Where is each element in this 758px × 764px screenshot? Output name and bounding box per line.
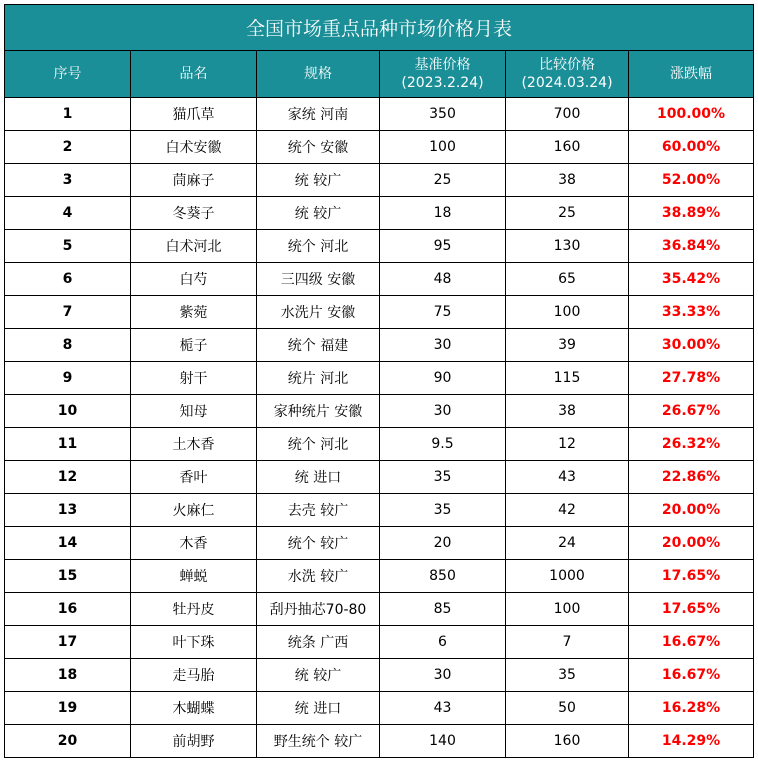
cell-seq: 10 <box>5 395 131 428</box>
cell-name: 火麻仁 <box>131 494 257 527</box>
table-body <box>5 98 754 758</box>
cell-base-price: 48 <box>380 263 506 296</box>
cell-spec: 统个 福建 <box>257 329 380 362</box>
cell-change: 38.89% <box>629 197 754 230</box>
cell-compare-price: 1000 <box>506 560 629 593</box>
cell-change: 20.00% <box>629 527 754 560</box>
table-row <box>5 362 754 395</box>
cell-base-price: 35 <box>380 494 506 527</box>
cell-name: 茼麻子 <box>131 164 257 197</box>
cell-base-price: 35 <box>380 461 506 494</box>
cell-seq: 19 <box>5 692 131 725</box>
cell-seq: 1 <box>5 98 131 131</box>
table-row <box>5 494 754 527</box>
cell-change: 17.65% <box>629 593 754 626</box>
cell-change: 27.78% <box>629 362 754 395</box>
cell-base-price: 850 <box>380 560 506 593</box>
cell-change: 26.67% <box>629 395 754 428</box>
header-compare-price-date: (2024.03.24) <box>521 75 613 91</box>
table-title: 全国市场重点品种市场价格月表 <box>5 5 754 51</box>
cell-base-price: 20 <box>380 527 506 560</box>
cell-spec: 统 进口 <box>257 461 380 494</box>
cell-base-price: 140 <box>380 725 506 758</box>
table-row <box>5 626 754 659</box>
cell-name: 香叶 <box>131 461 257 494</box>
header-base-price-date: (2023.2.24) <box>401 75 484 91</box>
header-base-price <box>380 51 506 98</box>
cell-name: 白术河北 <box>131 230 257 263</box>
cell-spec: 统 较广 <box>257 659 380 692</box>
cell-change: 16.67% <box>629 659 754 692</box>
table-row <box>5 164 754 197</box>
cell-name: 紫菀 <box>131 296 257 329</box>
table-row <box>5 197 754 230</box>
header-name: 品名 <box>131 51 257 98</box>
cell-name: 前胡野 <box>131 725 257 758</box>
cell-compare-price: 100 <box>506 593 629 626</box>
cell-name: 冬葵子 <box>131 197 257 230</box>
cell-base-price: 18 <box>380 197 506 230</box>
header-compare-price <box>506 51 629 98</box>
table-row <box>5 98 754 131</box>
cell-seq: 9 <box>5 362 131 395</box>
cell-spec: 家种统片 安徽 <box>257 395 380 428</box>
cell-seq: 16 <box>5 593 131 626</box>
cell-name: 白芍 <box>131 263 257 296</box>
cell-change: 20.00% <box>629 494 754 527</box>
cell-spec: 统个 较广 <box>257 527 380 560</box>
price-table <box>4 4 754 758</box>
cell-compare-price: 43 <box>506 461 629 494</box>
cell-compare-price: 100 <box>506 296 629 329</box>
cell-change: 33.33% <box>629 296 754 329</box>
table-row <box>5 230 754 263</box>
table-row <box>5 395 754 428</box>
cell-spec: 统片 河北 <box>257 362 380 395</box>
cell-compare-price: 39 <box>506 329 629 362</box>
cell-spec: 三四级 安徽 <box>257 263 380 296</box>
cell-name: 木蝴蝶 <box>131 692 257 725</box>
cell-compare-price: 160 <box>506 725 629 758</box>
cell-name: 射干 <box>131 362 257 395</box>
cell-compare-price: 700 <box>506 98 629 131</box>
cell-seq: 4 <box>5 197 131 230</box>
table-row <box>5 593 754 626</box>
cell-name: 土木香 <box>131 428 257 461</box>
cell-seq: 7 <box>5 296 131 329</box>
cell-name: 蝉蜕 <box>131 560 257 593</box>
cell-compare-price: 115 <box>506 362 629 395</box>
table-row <box>5 527 754 560</box>
table-row <box>5 131 754 164</box>
cell-spec: 刮丹抽芯70-80 <box>257 593 380 626</box>
cell-change: 35.42% <box>629 263 754 296</box>
cell-change: 52.00% <box>629 164 754 197</box>
cell-name: 猫爪草 <box>131 98 257 131</box>
header-base-price-label: 基准价格 <box>414 57 471 73</box>
cell-compare-price: 38 <box>506 395 629 428</box>
cell-compare-price: 25 <box>506 197 629 230</box>
cell-spec: 水洗片 安徽 <box>257 296 380 329</box>
cell-compare-price: 24 <box>506 527 629 560</box>
cell-base-price: 75 <box>380 296 506 329</box>
cell-base-price: 30 <box>380 329 506 362</box>
cell-spec: 统 进口 <box>257 692 380 725</box>
cell-base-price: 100 <box>380 131 506 164</box>
cell-seq: 18 <box>5 659 131 692</box>
cell-base-price: 25 <box>380 164 506 197</box>
cell-compare-price: 12 <box>506 428 629 461</box>
cell-change: 60.00% <box>629 131 754 164</box>
cell-spec: 统 较广 <box>257 164 380 197</box>
cell-compare-price: 130 <box>506 230 629 263</box>
table-row <box>5 692 754 725</box>
header-spec: 规格 <box>257 51 380 98</box>
header-row <box>5 51 754 98</box>
cell-name: 木香 <box>131 527 257 560</box>
cell-compare-price: 38 <box>506 164 629 197</box>
cell-name: 叶下珠 <box>131 626 257 659</box>
cell-change: 17.65% <box>629 560 754 593</box>
cell-base-price: 6 <box>380 626 506 659</box>
cell-seq: 15 <box>5 560 131 593</box>
cell-name: 白术安徽 <box>131 131 257 164</box>
cell-change: 22.86% <box>629 461 754 494</box>
cell-base-price: 90 <box>380 362 506 395</box>
cell-change: 36.84% <box>629 230 754 263</box>
cell-spec: 统条 广西 <box>257 626 380 659</box>
table-row <box>5 428 754 461</box>
table-row <box>5 560 754 593</box>
cell-spec: 家统 河南 <box>257 98 380 131</box>
cell-name: 栀子 <box>131 329 257 362</box>
cell-compare-price: 7 <box>506 626 629 659</box>
table-row <box>5 329 754 362</box>
table-row <box>5 263 754 296</box>
cell-name: 知母 <box>131 395 257 428</box>
cell-base-price: 95 <box>380 230 506 263</box>
cell-spec: 野生统个 较广 <box>257 725 380 758</box>
cell-compare-price: 160 <box>506 131 629 164</box>
cell-compare-price: 42 <box>506 494 629 527</box>
cell-seq: 11 <box>5 428 131 461</box>
header-compare-price-label: 比较价格 <box>539 57 595 73</box>
cell-compare-price: 35 <box>506 659 629 692</box>
cell-seq: 5 <box>5 230 131 263</box>
cell-seq: 6 <box>5 263 131 296</box>
cell-spec: 统个 安徽 <box>257 131 380 164</box>
cell-seq: 2 <box>5 131 131 164</box>
cell-name: 走马胎 <box>131 659 257 692</box>
cell-spec: 统个 河北 <box>257 230 380 263</box>
cell-change: 16.67% <box>629 626 754 659</box>
cell-seq: 8 <box>5 329 131 362</box>
table-row <box>5 725 754 758</box>
title-row <box>5 5 754 51</box>
cell-base-price: 30 <box>380 659 506 692</box>
cell-spec: 统个 河北 <box>257 428 380 461</box>
cell-compare-price: 65 <box>506 263 629 296</box>
cell-seq: 14 <box>5 527 131 560</box>
cell-base-price: 350 <box>380 98 506 131</box>
cell-compare-price: 50 <box>506 692 629 725</box>
cell-change: 26.32% <box>629 428 754 461</box>
cell-change: 14.29% <box>629 725 754 758</box>
table-row <box>5 659 754 692</box>
cell-seq: 3 <box>5 164 131 197</box>
cell-seq: 20 <box>5 725 131 758</box>
cell-spec: 去壳 较广 <box>257 494 380 527</box>
cell-seq: 13 <box>5 494 131 527</box>
cell-change: 30.00% <box>629 329 754 362</box>
cell-base-price: 9.5 <box>380 428 506 461</box>
cell-spec: 水洗 较广 <box>257 560 380 593</box>
header-seq: 序号 <box>5 51 131 98</box>
cell-change: 100.00% <box>629 98 754 131</box>
cell-change: 16.28% <box>629 692 754 725</box>
cell-spec: 统 较广 <box>257 197 380 230</box>
cell-base-price: 85 <box>380 593 506 626</box>
cell-seq: 17 <box>5 626 131 659</box>
cell-name: 牡丹皮 <box>131 593 257 626</box>
table-row <box>5 461 754 494</box>
header-change: 涨跌幅 <box>629 51 754 98</box>
cell-seq: 12 <box>5 461 131 494</box>
cell-base-price: 43 <box>380 692 506 725</box>
table-row <box>5 296 754 329</box>
cell-base-price: 30 <box>380 395 506 428</box>
